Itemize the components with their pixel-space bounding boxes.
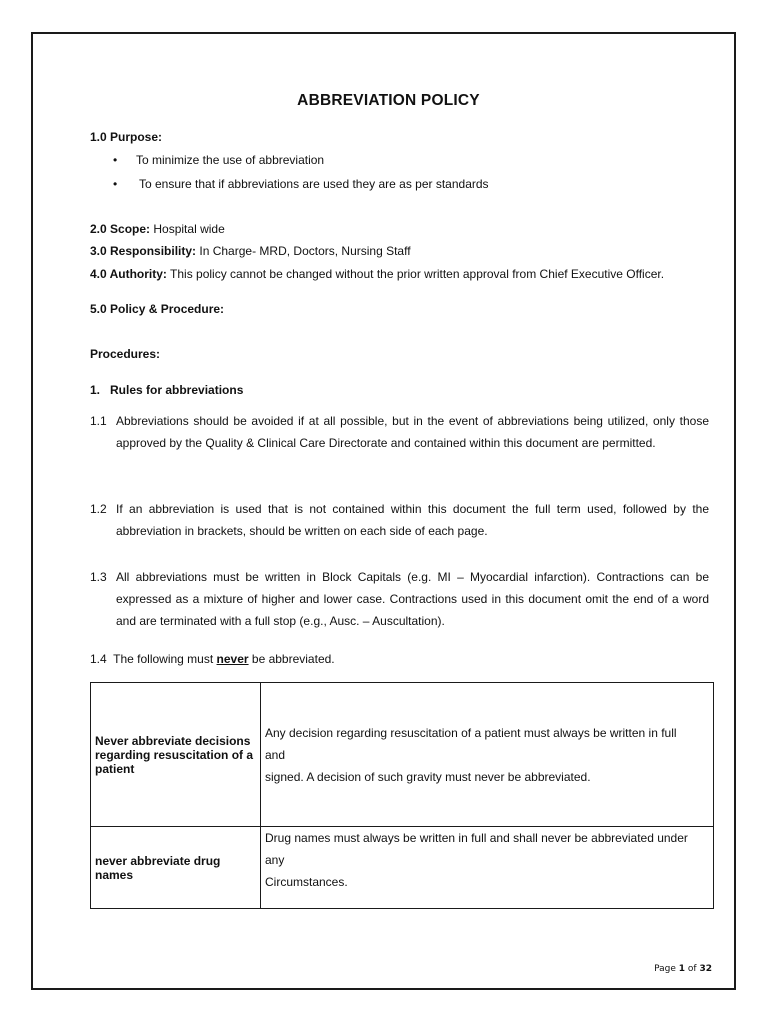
description-line: signed. A decision of such gravity must never be abbreviated. xyxy=(265,769,591,784)
description-line: any xyxy=(265,853,285,867)
rule-number: 1.2 xyxy=(90,502,107,516)
table-row xyxy=(91,827,714,909)
never-emphasis: never xyxy=(216,652,249,666)
description-line: Any decision regarding resuscitation of a patient must always be written in full xyxy=(265,725,677,740)
purpose-bullet-1: To minimize the use of abbreviation xyxy=(136,153,325,167)
rule-text-after: be abbreviated. xyxy=(248,652,335,666)
table-row xyxy=(91,683,714,827)
purpose-heading: 1.0 Purpose: xyxy=(90,130,163,144)
rule-number: 1.4 xyxy=(90,652,107,666)
never-abbreviate-table xyxy=(90,682,714,909)
scope-line xyxy=(90,221,225,237)
rule-1-3 xyxy=(90,566,709,632)
rule-number: 1.3 xyxy=(90,570,107,584)
description-line: and xyxy=(265,747,286,762)
authority-line xyxy=(90,266,664,282)
rule-text: If an abbreviation is used that is not contained within this document the full term used, followed by the abbreviation in brackets, should be written on each side of each page. xyxy=(116,502,709,538)
authority-value: This policy cannot be changed without the prior written approval from Chief Executive Officer. xyxy=(170,267,665,281)
purpose-bullet-2: To ensure that if abbreviations are used they are as per standards xyxy=(139,177,489,191)
table-cell-description xyxy=(261,683,714,827)
page-number xyxy=(654,964,712,974)
responsibility-value: In Charge- MRD, Doctors, Nursing Staff xyxy=(199,244,411,258)
rule-text: Abbreviations should be avoided if at all possible, but in the event of abbreviations being utilized, only those approved by the Quality & Clinical Care Directorate and contained within this document are permitted. xyxy=(116,414,709,450)
page-sep: of xyxy=(685,964,700,974)
page-prefix: Page xyxy=(654,964,679,974)
rule-1-4 xyxy=(90,651,335,667)
rule-number: 1.1 xyxy=(90,414,107,428)
responsibility-line xyxy=(90,243,411,259)
document-title: ABBREVIATION POLICY xyxy=(297,92,480,109)
scope-value: Hospital wide xyxy=(153,222,225,236)
page-total: 32 xyxy=(699,964,712,974)
description-line: Drug names must always be written in full and shall never be abbreviated under xyxy=(265,831,688,845)
rule-1-1 xyxy=(90,410,709,454)
description-line: Circumstances. xyxy=(265,875,348,889)
scope-label: 2.0 Scope: xyxy=(90,222,151,236)
table-cell-description xyxy=(261,827,714,909)
rule-text: All abbreviations must be written in Block Capitals (e.g. MI – Myocardial infarction). Contractions can be expressed as a mixture of higher and lower case. Contractions used in this document omit the end of a word and are terminated with a full stop (e.g., Ausc. – Auscultation). xyxy=(116,570,709,628)
rule-text-before: The following must xyxy=(113,652,217,666)
bullet-icon: • xyxy=(113,153,118,167)
policy-heading: 5.0 Policy & Procedure: xyxy=(90,302,225,316)
procedures-heading: Procedures: xyxy=(90,347,161,361)
page-current: 1 xyxy=(678,964,686,974)
authority-label: 4.0 Authority: xyxy=(90,267,167,281)
rule-1-2 xyxy=(90,498,709,542)
bullet-icon: • xyxy=(113,177,118,191)
table-cell-rule: Never abbreviate decisions regarding resuscitation of a patient xyxy=(91,683,261,827)
responsibility-label: 3.0 Responsibility: xyxy=(90,244,197,258)
rules-heading: 1. Rules for abbreviations xyxy=(90,383,244,397)
table-cell-rule: never abbreviate drug names xyxy=(91,827,261,909)
